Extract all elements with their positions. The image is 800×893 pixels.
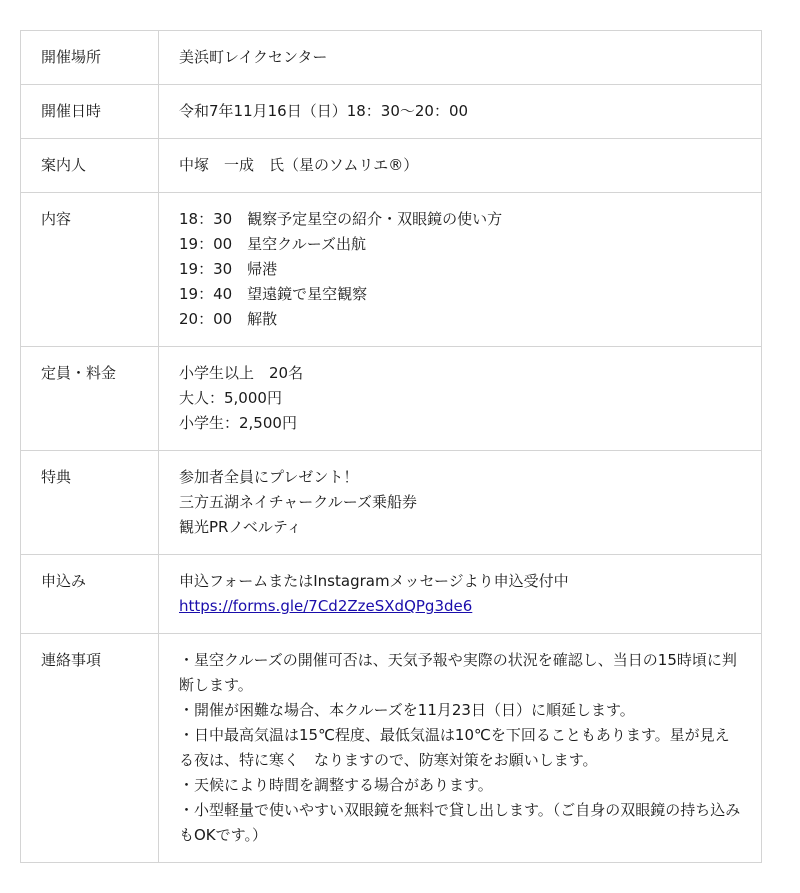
guide-value (159, 139, 762, 193)
row-application (21, 555, 762, 634)
event-info-table (20, 30, 762, 863)
venue-label: 開催場所 (21, 31, 159, 85)
row-guide (21, 139, 762, 193)
note-item: ・天候により時間を調整する場合があります。 (179, 776, 493, 794)
venue-value (159, 31, 762, 85)
notes-label: 連絡事項 (21, 634, 159, 863)
schedule-item: 19：00 星空クルーズ出航 (179, 235, 366, 253)
row-notes (21, 634, 762, 863)
content-value (159, 193, 762, 347)
adult-fee-text: 大人：5,000円 (179, 389, 282, 407)
capacity-text: 小学生以上 20名 (179, 364, 304, 382)
benefit-item: 参加者全員にプレゼント！ (179, 468, 359, 486)
application-form-link[interactable]: https://forms.gle/7Cd2ZzeSXdQPg3de6 (179, 597, 473, 615)
benefits-value (159, 451, 762, 555)
guide-text: 中塚 一成 氏（星のソムリエ®） (179, 156, 419, 174)
schedule-item: 19：40 望遠鏡で星空観察 (179, 285, 368, 303)
note-item: ・小型軽量で使いやすい双眼鏡を無料で貸し出します。（ご自身の双眼鏡の持ち込みもOKです。） (179, 801, 741, 844)
row-benefits (21, 451, 762, 555)
content-label: 内容 (21, 193, 159, 347)
capacity-fee-value (159, 347, 762, 451)
child-fee-text: 小学生：2,500円 (179, 414, 297, 432)
guide-label: 案内人 (21, 139, 159, 193)
venue-text: 美浜町レイクセンター (179, 48, 328, 66)
benefit-item: 三方五湖ネイチャークルーズ乗船券 (179, 493, 418, 511)
schedule-item: 20：00 解散 (179, 310, 278, 328)
note-item: ・日中最高気温は15℃程度、最低気温は10℃を下回ることもあります。星が見える夜は、特に寒く なりますので、防寒対策をお願いします。 (179, 726, 730, 769)
benefit-item: 観光PRノベルティ (179, 518, 302, 536)
datetime-text: 令和7年11月16日（日）18：30～20：00 (179, 102, 469, 120)
schedule-item: 18：30 観察予定星空の紹介・双眼鏡の使い方 (179, 210, 503, 228)
datetime-value (159, 85, 762, 139)
row-capacity-fee (21, 347, 762, 451)
row-venue (21, 31, 762, 85)
note-item: ・星空クルーズの開催可否は、天気予報や実際の状況を確認し、当日の15時頃に判断します。 (179, 651, 737, 694)
benefits-label: 特典 (21, 451, 159, 555)
application-text: 申込フォームまたはInstagramメッセージより申込受付中 (179, 572, 569, 590)
note-item: ・開催が困難な場合、本クルーズを11月23日（日）に順延します。 (179, 701, 635, 719)
notes-value (159, 634, 762, 863)
datetime-label: 開催日時 (21, 85, 159, 139)
capacity-fee-label: 定員・料金 (21, 347, 159, 451)
application-value (159, 555, 762, 634)
row-datetime (21, 85, 762, 139)
schedule-item: 19：30 帰港 (179, 260, 278, 278)
application-label: 申込み (21, 555, 159, 634)
row-content (21, 193, 762, 347)
